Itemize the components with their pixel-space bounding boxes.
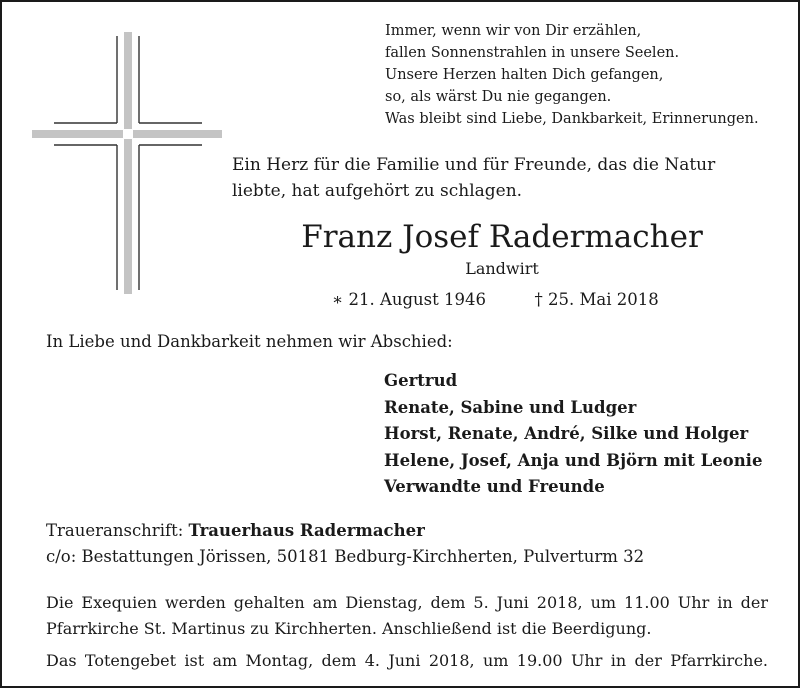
exequien-line-2: Pfarrkirche St. Martinus zu Kirchherten. Anschließend ist die Beerdigung. — [46, 619, 652, 638]
mourner-entry: Verwandte und Freunde — [384, 477, 605, 496]
intro-line-2: liebte, hat aufgehört zu schlagen. — [232, 181, 523, 201]
deceased-name: Franz Josef Radermacher — [301, 219, 703, 255]
service-info — [46, 590, 768, 674]
cross-vertical-beam — [124, 32, 132, 294]
poem-line: Was bleibt sind Liebe, Dankbarkeit, Erinnerungen. — [385, 111, 759, 127]
mourners-list — [384, 368, 784, 501]
birth-date — [332, 288, 486, 312]
poem-line: so, als wärst Du nie gegangen. — [385, 89, 612, 105]
address-house: Trauerhaus Radermacher — [188, 521, 425, 540]
mourner-entry: Helene, Josef, Anja und Björn mit Leonie — [384, 450, 763, 470]
mourner-entry: Gertrud — [384, 371, 458, 390]
cross-center — [123, 129, 133, 139]
death-date — [535, 288, 659, 312]
mourner-entry: Horst, Renate, André, Silke und Holger — [384, 424, 749, 443]
cross-icon — [32, 32, 222, 294]
address-line-1 — [46, 518, 766, 544]
poem — [385, 20, 785, 130]
birth-date-value: 21. August 1946 — [348, 290, 487, 309]
address-label: Traueranschrift: — [46, 521, 184, 540]
life-dates — [332, 288, 752, 312]
mourning-address — [46, 518, 766, 570]
poem-line: Immer, wenn wir von Dir erzählen, — [385, 23, 642, 39]
poem-line: fallen Sonnenstrahlen in unsere Seelen. — [385, 45, 680, 61]
birth-star-icon: ∗ — [332, 290, 344, 309]
death-cross-icon: † — [534, 290, 543, 309]
death-date-value: 25. Mai 2018 — [548, 290, 659, 309]
deceased-occupation: Landwirt — [465, 259, 539, 278]
mourner-entry: Renate, Sabine und Ludger — [384, 397, 637, 417]
poem-line: Unsere Herzen halten Dich gefangen, — [385, 67, 664, 83]
intro-line-1: Ein Herz für die Familie und für Freunde, das die Natur — [232, 155, 716, 175]
exequien-line-1: Die Exequien werden gehalten am Dienstag, dem 5. Juni 2018, um 11.00 Uhr in der — [46, 593, 768, 612]
totengebet-line: Das Totengebet ist am Montag, dem 4. Juni 2018, um 19.00 Uhr in der Pfarrkirche. — [46, 651, 768, 670]
farewell-text: In Liebe und Dankbarkeit nehmen wir Abschied: — [46, 332, 453, 351]
address-line-2: c/o: Bestattungen Jörissen, 50181 Bedburg-Kirchherten, Pulverturm 32 — [46, 547, 645, 566]
intro-text — [232, 152, 772, 204]
